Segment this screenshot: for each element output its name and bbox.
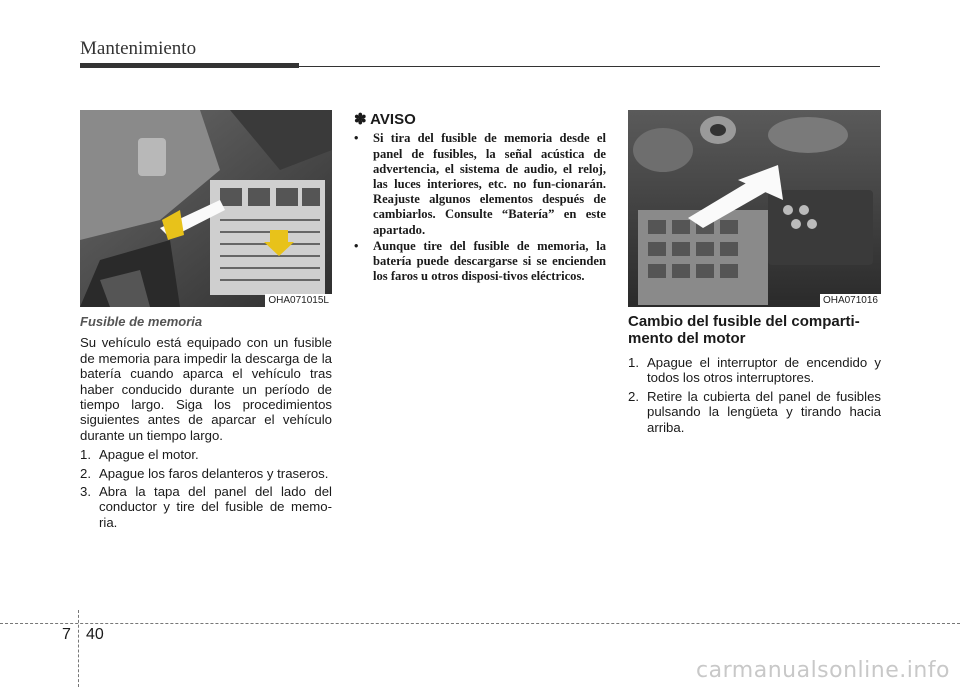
list-item: 2. Retire la cubierta del panel de fusibles pulsando la lengüeta y tirando hacia arriba. [628,388,881,435]
engine-compartment-illustration [628,110,881,307]
list-item: • Aunque tire del fusible de memoria, la batería puede descargarse si se encienden los faros u otros disposi-tivos eléctricos. [354,238,606,284]
list-item: 2. Apague los faros delanteros y traseros. [80,465,329,481]
chapter-number: 7 [62,626,71,643]
page-header-title: Mantenimiento [80,38,197,59]
watermark: carmanualsonline.info [696,658,950,683]
engine-fuse-photo [628,110,881,307]
fuse-panel-photo [80,110,332,307]
memory-fuse-subheading: Fusible de memoria [80,314,203,329]
list-item: 1. Apague el motor. [80,447,199,463]
list-item: 1. Apague el interruptor de encendido y todos los otros interruptores. [628,355,881,386]
left-column [80,314,332,533]
list-item: 3. Abra la tapa del panel del lado del conductor y tire del fusible de memo-ria. [80,484,332,530]
notice-list [354,131,606,284]
footer-divider [78,610,79,687]
fuse-panel-illustration [80,110,332,307]
header-rule [80,66,880,67]
list-item: • Si tira del fusible de memoria desde el panel de fusibles, la señal acústica de advertencia, el sistema de audio, el reloj, las luces interiores, etc. no fun-cionarán. Reajuste algunos elementos después de cambiarlos. Consulte “Batería” en este apartado. [354,131,606,237]
footer-rule [0,623,960,624]
notice-title: ✽ AVISO [354,111,416,128]
memory-fuse-steps [80,447,332,530]
right-column [628,313,881,438]
engine-fuse-heading: Cambio del fusible del comparti-mento del motor [628,313,860,347]
notice-box [354,112,606,285]
photo-caption: OHA071016 [820,294,881,307]
photo-caption: OHA071015L [265,294,332,307]
page-number: 40 [86,626,104,643]
memory-fuse-paragraph: Su vehículo está equipado con un fusible de memoria para impedir la descarga de la batería cuando aparca el vehículo tras haber conducido durante un período de tiempo largo. Siga los procedimientos siguientes antes de aparcar el vehículo durante un tiempo largo. [80,335,332,443]
engine-fuse-steps [628,355,881,435]
